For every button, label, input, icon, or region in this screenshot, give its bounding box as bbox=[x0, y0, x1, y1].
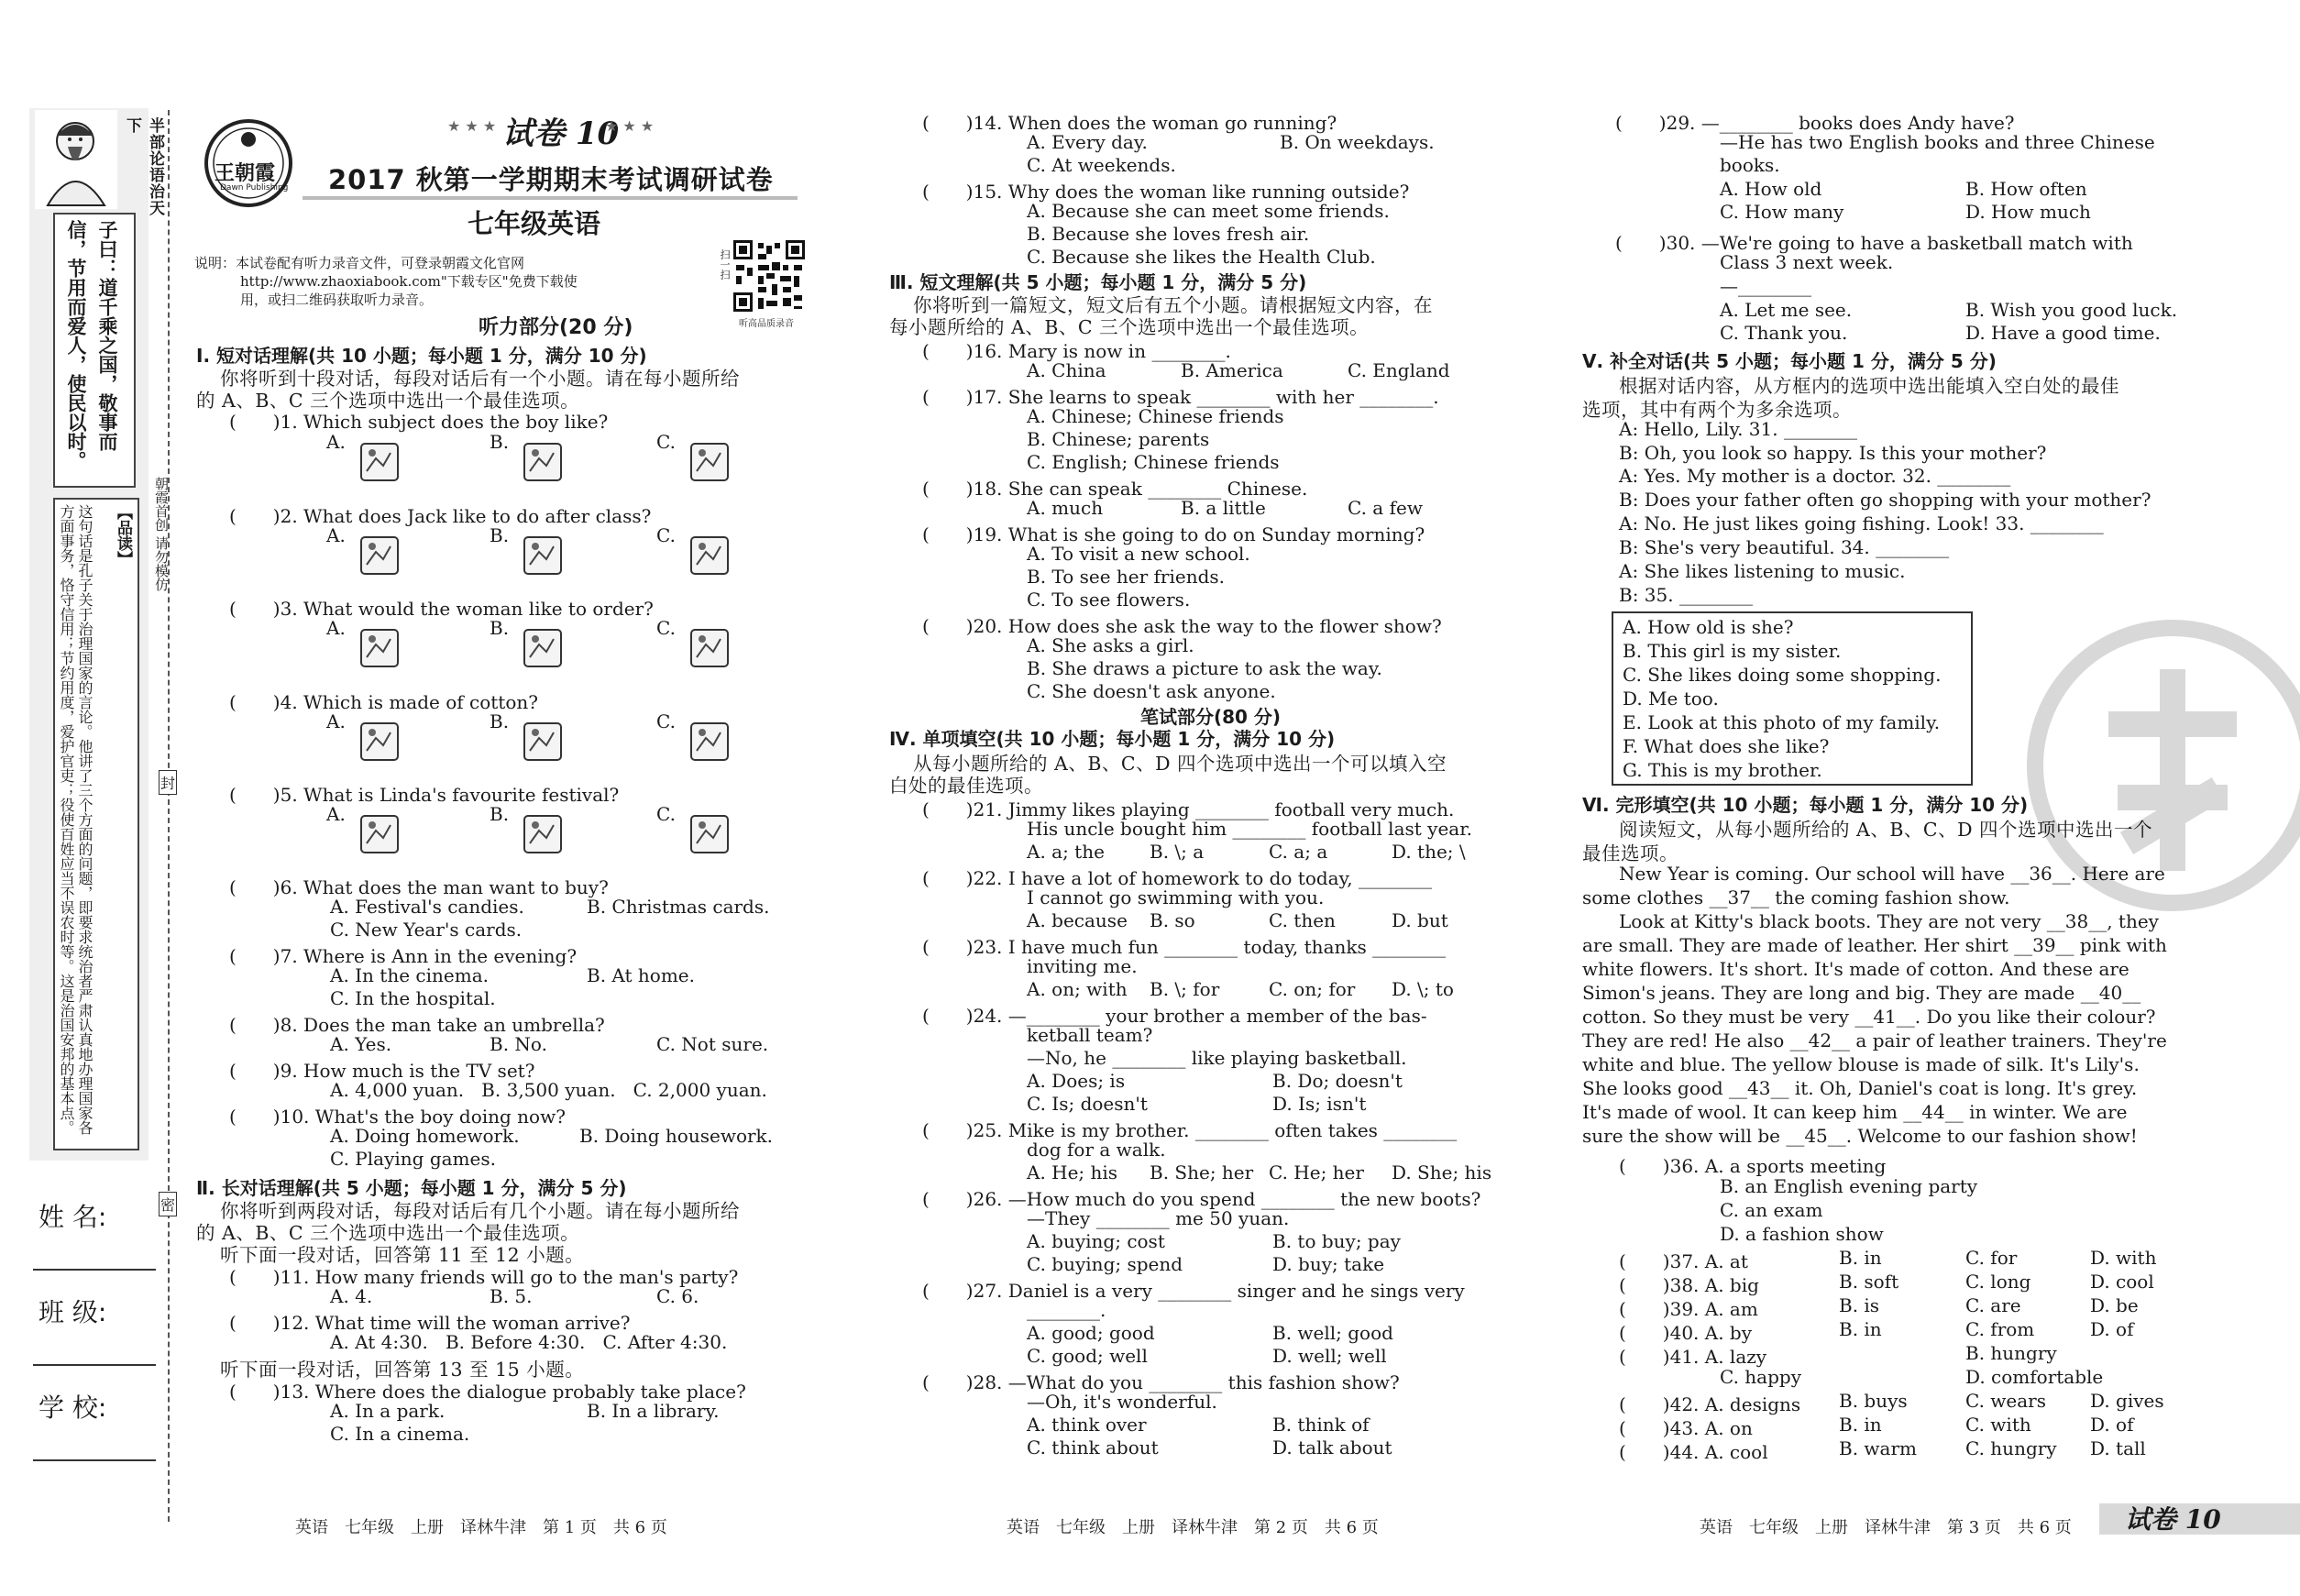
col3-line-29: E. Look at this photo of my family. bbox=[1623, 711, 1941, 733]
logo-text: 王朝霞 bbox=[215, 162, 276, 185]
col3-line-27: C. She likes doing some shopping. bbox=[1623, 664, 1942, 686]
col2-line-28: A. She asks a girl. bbox=[1027, 634, 1194, 656]
col2-line-61: dog for a walk. bbox=[1027, 1139, 1166, 1161]
col1-line-33: A. Yes. bbox=[330, 1033, 392, 1055]
painting-icon bbox=[686, 532, 733, 579]
col3-line-15: 根据对话内容，从方框内的选项中选出能填入空白处的最佳 bbox=[1619, 375, 2119, 397]
col2-line-19: ( )18. She can speak ________ Chinese. bbox=[922, 478, 1308, 500]
col2-line-76: C. good; well bbox=[1027, 1345, 1148, 1367]
col2-line-23: ( )19. What is she going to do on Sunday morning? bbox=[922, 523, 1425, 545]
col1-line-10: B. bbox=[490, 524, 510, 546]
col1-line-35: C. Not sure. bbox=[656, 1033, 769, 1055]
col3-line-30: F. What does she like? bbox=[1623, 735, 1830, 757]
col2-line-60: ( )25. Mike is my brother. ________ often takes ________ bbox=[922, 1119, 1458, 1141]
col1-line-44: 的 A、B、C 三个选项中选出一个最佳选项。 bbox=[196, 1222, 580, 1244]
col2-line-29: B. She draws a picture to ask the way. bbox=[1027, 657, 1382, 679]
col2-line-56: A. Does; is bbox=[1027, 1070, 1126, 1092]
col3-line-46: sure the show will be __45__. Welcome to our fashion show! bbox=[1582, 1125, 2138, 1147]
col2-line-74: A. good; good bbox=[1027, 1322, 1155, 1344]
col2-line-49: A. on; with bbox=[1027, 978, 1128, 1000]
col2-line-20: A. much bbox=[1027, 497, 1104, 519]
col3-line-60: B. is bbox=[1839, 1294, 1880, 1316]
col3-line-18: B: Oh, you look so happy. Is this your mother? bbox=[1619, 442, 2047, 464]
col1-line-55: B. In a library. bbox=[587, 1400, 720, 1422]
confucius-portrait bbox=[35, 110, 117, 209]
qr-code[interactable] bbox=[733, 240, 805, 312]
col2-line-55: —No, he ________ like playing basketball. bbox=[1027, 1047, 1407, 1069]
col3-line-62: D. be bbox=[2090, 1294, 2139, 1316]
watermark-seal bbox=[2017, 614, 2300, 917]
col2-line-11: ( )16. Mary is now in ________. bbox=[922, 340, 1231, 362]
col2-line-16: A. Chinese; Chinese friends bbox=[1027, 405, 1284, 427]
col2-line-38: B. \; a bbox=[1150, 841, 1205, 863]
col3-line-20: B: Does your father often go shopping with your mother? bbox=[1619, 489, 2151, 511]
col1-line-16: ( )4. Which is made of cotton? bbox=[229, 691, 538, 713]
footer-badge: 试卷 10 bbox=[2125, 1504, 2221, 1535]
test-badge: 试卷 10 bbox=[502, 116, 620, 152]
col2-line-32: Ⅳ. 单项填空(共 10 小题；每小题 1 分，满分 10 分) bbox=[889, 728, 1336, 750]
col3-line-33: 阅读短文，从每小题所给的 A、B、C、D 四个选项中选出一个 bbox=[1619, 819, 2153, 841]
col3-line-80: B. warm bbox=[1839, 1437, 1917, 1459]
col3-line-4: B. How often bbox=[1965, 178, 2087, 200]
col3-line-49: C. an exam bbox=[1720, 1199, 1823, 1221]
col3-line-25: A. How old is she? bbox=[1623, 616, 1794, 638]
col3-line-53: C. for bbox=[1965, 1247, 2018, 1269]
coffee-icon bbox=[356, 624, 403, 672]
col3-line-41: cotton. So they must be very __41__. Do you like their colour? bbox=[1582, 1006, 2156, 1028]
col3-line-9: —________ bbox=[1720, 275, 1811, 297]
col3-line-42: They are red! He also __42__ a pair of leather trainers. They're bbox=[1582, 1029, 2167, 1051]
col1-line-24: ( )6. What does the man want to buy? bbox=[229, 876, 609, 898]
col2-line-13: B. America bbox=[1181, 359, 1283, 381]
col2-line-3: C. At weekends. bbox=[1027, 154, 1176, 176]
col3-line-37: Look at Kitty's black boots. They are not very __38__, they bbox=[1619, 910, 2159, 932]
note-line-2: http://www.zhaoxiabook.com"下载专区"免费下载使 bbox=[240, 273, 578, 290]
col3-line-31: G. This is my brother. bbox=[1623, 759, 1822, 781]
col2-line-77: D. well; well bbox=[1272, 1345, 1387, 1367]
col2-line-53: ( )24. —________ your brother a member of the bas- bbox=[922, 1005, 1427, 1027]
col3-line-50: D. a fashion show bbox=[1720, 1223, 1884, 1245]
col1-line-1: Ⅰ. 短对话理解(共 10 小题；每小题 1 分，满分 10 分) bbox=[196, 345, 647, 367]
col2-line-59: D. Is; isn't bbox=[1272, 1093, 1367, 1115]
school-field[interactable] bbox=[33, 1459, 156, 1461]
footer-page-3: 英语 七年级 上册 译林牛津 第 3 页 共 6 页 bbox=[1700, 1518, 2072, 1537]
col3-line-71: ( )42. A. designs bbox=[1619, 1393, 1801, 1415]
col2-line-39: C. a; a bbox=[1269, 841, 1328, 863]
col1-line-14: B. bbox=[490, 617, 510, 639]
col3-line-21: A: No. He just likes going fishing. Look! 33. ________ bbox=[1619, 512, 2104, 534]
col2-line-0: ( )14. When does the woman go running? bbox=[922, 112, 1337, 134]
col3-line-58: D. cool bbox=[2090, 1271, 2154, 1293]
book-icon bbox=[356, 438, 403, 486]
col1-line-32: ( )8. Does the man take an umbrella? bbox=[229, 1014, 605, 1036]
binding-line bbox=[168, 110, 170, 1522]
col1-line-26: B. Christmas cards. bbox=[587, 896, 770, 918]
col2-line-67: —They ________ me 50 yuan. bbox=[1027, 1207, 1290, 1229]
col2-line-27: ( )20. How does she ask the way to the flower show? bbox=[922, 615, 1442, 637]
col3-line-44: She looks good __43__ it. Oh, Daniel's coat is long. It's grey. bbox=[1582, 1077, 2138, 1099]
col2-line-34: 白处的最佳选项。 bbox=[889, 775, 1043, 797]
col3-line-45: It's made of wool. It can keep him __44__ in winter. We are bbox=[1582, 1101, 2128, 1123]
col3-line-38: are small. They are made of leather. Her shirt __39__ pink with bbox=[1582, 934, 2167, 956]
col3-line-10: A. Let me see. bbox=[1720, 299, 1853, 321]
col3-line-61: C. are bbox=[1965, 1294, 2021, 1316]
footer-page-2: 英语 七年级 上册 译林牛津 第 2 页 共 6 页 bbox=[1007, 1518, 1379, 1537]
col1-line-0: 听力部分(20 分) bbox=[479, 316, 633, 339]
col1-line-18: B. bbox=[490, 710, 510, 732]
exam-subtitle: 七年级英语 bbox=[468, 208, 601, 239]
col3-line-35: New Year is coming. Our school will have __36__. Here are bbox=[1619, 863, 2165, 885]
col3-line-54: D. with bbox=[2090, 1247, 2157, 1269]
col3-line-55: ( )38. A. big bbox=[1619, 1274, 1759, 1296]
col2-line-79: —Oh, it's wonderful. bbox=[1027, 1391, 1217, 1413]
tshirt-icon bbox=[519, 718, 567, 765]
col1-line-27: C. New Year's cards. bbox=[330, 919, 523, 941]
col1-line-21: A. bbox=[326, 803, 346, 825]
col2-line-46: D. but bbox=[1392, 909, 1448, 931]
col2-line-7: C. Because she likes the Health Club. bbox=[1027, 246, 1376, 268]
col3-line-56: B. soft bbox=[1839, 1271, 1899, 1293]
col3-line-23: A: She likes listening to music. bbox=[1619, 560, 1906, 582]
col2-line-26: C. To see flowers. bbox=[1027, 589, 1191, 611]
clock-icon bbox=[356, 718, 403, 765]
col3-line-28: D. Me too. bbox=[1623, 688, 1719, 710]
col2-line-36: His uncle bought him ________ football last year. bbox=[1027, 818, 1472, 840]
col2-line-78: ( )28. —What do you ________ this fashion show? bbox=[922, 1371, 1400, 1393]
col1-line-47: A. 4. bbox=[330, 1285, 373, 1307]
col2-line-5: A. Because she can meet some friends. bbox=[1027, 200, 1390, 222]
col1-line-22: B. bbox=[490, 803, 510, 825]
col2-line-71: D. buy; take bbox=[1272, 1253, 1385, 1275]
note-line-1: 说明：本试卷配有听力录音文件，可登录朝霞文化官网 bbox=[194, 255, 525, 271]
english-book-icon bbox=[519, 438, 567, 486]
col3-line-26: B. This girl is my sister. bbox=[1623, 640, 1842, 662]
col3-line-75: ( )43. A. on bbox=[1619, 1417, 1753, 1439]
col2-line-54: ketball team? bbox=[1027, 1024, 1153, 1046]
col2-line-62: A. He; his bbox=[1027, 1161, 1118, 1183]
school-label: 学 校: bbox=[39, 1392, 107, 1423]
col3-line-47: ( )36. A. a sports meeting bbox=[1619, 1155, 1887, 1177]
col2-line-31: 笔试部分(80 分) bbox=[1140, 706, 1282, 728]
col1-line-28: ( )7. Where is Ann in the evening? bbox=[229, 945, 578, 967]
col1-line-20: ( )5. What is Linda's favourite festival? bbox=[229, 784, 620, 806]
exam-title: 2017 秋第一学期期末考试调研试卷 bbox=[328, 164, 774, 195]
col2-line-18: C. English; Chinese friends bbox=[1027, 451, 1280, 473]
col3-line-82: D. tall bbox=[2090, 1437, 2146, 1459]
col1-line-40: B. Doing housework. bbox=[579, 1125, 774, 1147]
name-field[interactable] bbox=[33, 1269, 156, 1271]
col2-line-58: C. Is; doesn't bbox=[1027, 1093, 1148, 1115]
col2-line-69: B. to buy; pay bbox=[1272, 1230, 1401, 1252]
col3-line-13: D. Have a good time. bbox=[1965, 322, 2161, 344]
col1-line-51: A. At 4:30. B. Before 4:30. C. After 4:30. bbox=[330, 1331, 728, 1353]
col2-line-35: ( )21. Jimmy likes playing ________ football very much. bbox=[922, 798, 1455, 820]
col3-line-65: C. from bbox=[1965, 1318, 2035, 1340]
footer-page-1: 英语 七年级 上册 译林牛津 第 1 页 共 6 页 bbox=[295, 1518, 667, 1537]
col3-line-76: B. in bbox=[1839, 1414, 1882, 1436]
col2-line-1: A. Every day. bbox=[1027, 131, 1148, 153]
col2-line-40: D. the; \ bbox=[1392, 841, 1466, 863]
col2-line-25: B. To see her friends. bbox=[1027, 566, 1226, 588]
col3-line-8: Class 3 next week. bbox=[1720, 251, 1894, 273]
dragon-boat-icon bbox=[686, 810, 733, 858]
col2-line-52: D. \; to bbox=[1392, 978, 1454, 1000]
col3-line-57: C. long bbox=[1965, 1271, 2031, 1293]
qr-side-label: 扫一扫 bbox=[719, 249, 731, 280]
col3-line-66: D. of bbox=[2090, 1318, 2134, 1340]
col1-line-17: A. bbox=[326, 710, 346, 732]
col2-line-43: A. because bbox=[1027, 909, 1128, 931]
col1-line-11: C. bbox=[656, 524, 676, 546]
badge-stars-right: ★ ★ ★ bbox=[605, 117, 655, 135]
col3-line-51: ( )37. A. at bbox=[1619, 1250, 1748, 1272]
col1-line-37: A. 4,000 yuan. B. 3,500 yuan. C. 2,000 yuan. bbox=[330, 1079, 767, 1101]
col3-line-70: D. comfortable bbox=[1965, 1366, 2104, 1388]
col3-line-40: Simon's jeans. They are long and big. They are made __40__ bbox=[1582, 982, 2141, 1004]
col3-line-67: ( )41. A. lazy bbox=[1619, 1346, 1767, 1368]
pin-label: 【品读】 bbox=[114, 504, 132, 567]
col1-line-53: ( )13. Where does the dialogue probably take place? bbox=[229, 1381, 746, 1403]
col2-line-10: 每小题所给的 A、B、C 三个选项中选出一个最佳选项。 bbox=[889, 316, 1370, 338]
col3-line-19: A: Yes. My mother is a doctor. 32. ________ bbox=[1619, 465, 2011, 487]
copyright-note: 朝霞首创 请勿模仿 bbox=[153, 477, 170, 591]
col2-line-51: C. on; for bbox=[1269, 978, 1356, 1000]
col2-line-45: C. then bbox=[1269, 909, 1336, 931]
col1-line-31: C. In the hospital. bbox=[330, 987, 496, 1009]
col1-line-23: C. bbox=[656, 803, 676, 825]
col3-line-11: B. Wish you good luck. bbox=[1965, 299, 2178, 321]
col2-line-30: C. She doesn't ask anyone. bbox=[1027, 680, 1276, 702]
col1-line-2: 你将听到十段对话，每段对话后有一个小题。请在每小题所给 bbox=[220, 368, 740, 390]
col3-line-43: white and blue. The yellow blouse is made of silk. It's Lily's. bbox=[1582, 1053, 2140, 1075]
class-field[interactable] bbox=[33, 1364, 156, 1366]
col3-line-16: 选项，其中有两个为多余选项。 bbox=[1582, 399, 1852, 421]
col2-line-41: ( )22. I have a lot of homework to do today, ________ bbox=[922, 867, 1432, 889]
col2-line-2: B. On weekdays. bbox=[1280, 131, 1435, 153]
col2-line-17: B. Chinese; parents bbox=[1027, 428, 1210, 450]
col2-line-8: Ⅲ. 短文理解(共 5 小题；每小题 1 分，满分 5 分) bbox=[889, 271, 1307, 293]
col1-line-5: A. bbox=[326, 431, 346, 453]
col1-line-45: 听下面一段对话，回答第 11 至 12 小题。 bbox=[220, 1244, 585, 1266]
pumpkin-icon bbox=[356, 810, 403, 858]
col2-line-83: D. talk about bbox=[1272, 1436, 1392, 1458]
col3-line-78: D. of bbox=[2090, 1414, 2134, 1436]
col2-line-82: C. think about bbox=[1027, 1436, 1159, 1458]
col1-line-13: A. bbox=[326, 617, 346, 639]
col2-line-57: B. Do; doesn't bbox=[1272, 1070, 1403, 1092]
col2-line-72: ( )27. Daniel is a very ________ singer and he sings very bbox=[922, 1280, 1465, 1302]
col2-line-9: 你将听到一篇短文，短文后有五个小题。请根据短文内容，在 bbox=[913, 294, 1433, 316]
col1-line-56: C. In a cinema. bbox=[330, 1423, 470, 1445]
col1-line-49: C. 6. bbox=[656, 1285, 699, 1307]
col3-line-7: ( )30. —We're going to have a basketball match with bbox=[1615, 232, 2133, 254]
col3-line-24: B: 35. ________ bbox=[1619, 584, 1753, 606]
col1-line-7: C. bbox=[656, 431, 676, 453]
col2-line-48: inviting me. bbox=[1027, 955, 1138, 977]
col1-line-43: 你将听到两段对话，每段对话后有几个小题。请在每小题所给 bbox=[220, 1200, 740, 1222]
col1-line-36: ( )9. How much is the TV set? bbox=[229, 1060, 535, 1082]
col3-line-5: C. How many bbox=[1720, 201, 1844, 223]
col2-line-63: B. She; her bbox=[1150, 1161, 1254, 1183]
series-title: 半部论语治天下 bbox=[123, 117, 164, 216]
col3-line-72: B. buys bbox=[1839, 1390, 1908, 1412]
col1-line-12: ( )3. What would the woman like to order? bbox=[229, 598, 654, 620]
col2-line-80: A. think over bbox=[1027, 1414, 1147, 1436]
col2-line-70: C. buying; spend bbox=[1027, 1253, 1183, 1275]
col2-line-37: A. a; the bbox=[1027, 841, 1105, 863]
col1-line-19: C. bbox=[656, 710, 676, 732]
col3-line-63: ( )40. A. by bbox=[1619, 1322, 1753, 1344]
col2-line-73: ________. bbox=[1027, 1299, 1106, 1321]
col2-line-22: C. a few bbox=[1348, 497, 1423, 519]
class-label: 班 级: bbox=[39, 1297, 107, 1327]
col1-line-42: Ⅱ. 长对话理解(共 5 小题；每小题 1 分，满分 5 分) bbox=[196, 1177, 627, 1199]
col1-line-15: C. bbox=[656, 617, 676, 639]
col2-line-42: I cannot go swimming with you. bbox=[1027, 886, 1325, 908]
col3-line-39: white flowers. It's short. It's made of cotton. And these are bbox=[1582, 958, 2129, 980]
col1-line-50: ( )12. What time will the woman arrive? bbox=[229, 1312, 631, 1334]
col2-line-33: 从每小题所给的 A、B、C、D 四个选项中选出一个可以填入空 bbox=[913, 753, 1447, 775]
seal-mark-2: 密 bbox=[159, 1192, 177, 1216]
col3-line-34: 最佳选项。 bbox=[1582, 842, 1678, 864]
col2-line-4: ( )15. Why does the woman like running outside? bbox=[922, 181, 1410, 203]
col2-line-12: A. China bbox=[1027, 359, 1106, 381]
milk-icon bbox=[686, 624, 733, 672]
col3-line-0: ( )29. —________ books does Andy have? bbox=[1615, 112, 2015, 134]
col3-line-59: ( )39. A. am bbox=[1619, 1298, 1758, 1320]
col1-line-38: ( )10. What's the boy doing now? bbox=[229, 1106, 566, 1128]
publisher-logo bbox=[194, 117, 303, 209]
col1-line-34: B. No. bbox=[490, 1033, 547, 1055]
col1-line-4: ( )1. Which subject does the boy like? bbox=[229, 411, 609, 433]
seal-mark: 封 bbox=[159, 770, 177, 795]
note-line-3: 用，或扫二维码获取听力录音。 bbox=[240, 292, 434, 308]
col3-line-64: B. in bbox=[1839, 1318, 1882, 1340]
options-box bbox=[1612, 611, 1973, 786]
col2-line-15: ( )17. She learns to speak ________ with her ________. bbox=[922, 386, 1439, 408]
col3-line-2: books. bbox=[1720, 154, 1780, 176]
col3-line-14: Ⅴ. 补全对话(共 5 小题；每小题 1 分，满分 5 分) bbox=[1582, 350, 1997, 372]
sidebar-quote: 子曰：道千乘之国，敬事而信，节用而爱人，使民以时。 bbox=[65, 220, 118, 470]
col1-line-29: A. In the cinema. bbox=[330, 964, 489, 986]
col3-line-74: D. gives bbox=[2090, 1390, 2164, 1412]
col1-line-46: ( )11. How many friends will go to the man's party? bbox=[229, 1266, 739, 1288]
pin-text: 这句话是孔子关于治理国家的言论。他讲了三个方面的问题，即要求统治者严肃认真地办理国家各方面事务，恪守信用；节约用度，爱护官吏；役使百姓应当不误农时等。这是治国安邦的基本点。 bbox=[58, 504, 94, 1135]
basketball-icon bbox=[356, 532, 403, 579]
col2-line-75: B. well; good bbox=[1272, 1322, 1393, 1344]
col3-line-3: A. How old bbox=[1720, 178, 1822, 200]
name-label: 姓 名: bbox=[39, 1202, 107, 1232]
col3-line-77: C. with bbox=[1965, 1414, 2031, 1436]
col3-line-68: B. hungry bbox=[1965, 1342, 2057, 1364]
col1-line-25: A. Festival's candies. bbox=[330, 896, 524, 918]
col2-line-47: ( )23. I have much fun ________ today, thanks ________ bbox=[922, 936, 1447, 958]
col3-line-6: D. How much bbox=[1965, 201, 2091, 223]
col1-line-3: 的 A、B、C 三个选项中选出一个最佳选项。 bbox=[196, 390, 580, 412]
col2-line-50: B. \; for bbox=[1150, 978, 1220, 1000]
col1-line-39: A. Doing homework. bbox=[330, 1125, 520, 1147]
col3-line-36: some clothes __37__ the coming fashion show. bbox=[1582, 886, 2010, 908]
col1-line-41: C. Playing games. bbox=[330, 1148, 496, 1170]
juice-icon bbox=[519, 624, 567, 672]
decor-band bbox=[303, 196, 798, 200]
col3-line-79: ( )44. A. cool bbox=[1619, 1441, 1768, 1463]
col3-line-69: C. happy bbox=[1720, 1366, 1802, 1388]
col2-line-14: C. England bbox=[1348, 359, 1450, 381]
col2-line-81: B. think of bbox=[1272, 1414, 1370, 1436]
col2-line-24: A. To visit a new school. bbox=[1027, 543, 1250, 565]
col1-line-8: ( )2. What does Jack like to do after class? bbox=[229, 505, 652, 527]
col2-line-6: B. Because she loves fresh air. bbox=[1027, 223, 1310, 245]
col1-line-30: B. At home. bbox=[587, 964, 695, 986]
col2-line-64: C. He; her bbox=[1269, 1161, 1364, 1183]
music-book-icon bbox=[686, 438, 733, 486]
logo-subtext: Dawn Publishing bbox=[220, 183, 289, 193]
col2-line-21: B. a little bbox=[1181, 497, 1266, 519]
col2-line-44: B. so bbox=[1150, 909, 1195, 931]
col3-line-48: B. an English evening party bbox=[1720, 1175, 1978, 1197]
col1-line-54: A. In a park. bbox=[330, 1400, 446, 1422]
col3-line-52: B. in bbox=[1839, 1247, 1882, 1269]
col3-line-12: C. Thank you. bbox=[1720, 322, 1848, 344]
col2-line-68: A. buying; cost bbox=[1027, 1230, 1165, 1252]
col1-line-6: B. bbox=[490, 431, 510, 453]
col3-line-73: C. wears bbox=[1965, 1390, 2047, 1412]
mooncake-icon bbox=[519, 810, 567, 858]
col2-line-65: D. She; his bbox=[1392, 1161, 1492, 1183]
badge-stars-left: ★ ★ ★ bbox=[447, 117, 497, 135]
col3-line-1: —He has two English books and three Chinese bbox=[1720, 131, 2155, 153]
col3-line-81: C. hungry bbox=[1965, 1437, 2057, 1459]
dancing-icon bbox=[519, 532, 567, 579]
col1-line-48: B. 5. bbox=[490, 1285, 533, 1307]
col3-line-32: Ⅵ. 完形填空(共 10 小题；每小题 1 分，满分 10 分) bbox=[1582, 794, 2029, 816]
jeans-icon bbox=[686, 718, 733, 765]
col2-line-66: ( )26. —How much do you spend ________ the new boots? bbox=[922, 1188, 1481, 1210]
col3-line-22: B: She's very beautiful. 34. ________ bbox=[1619, 536, 1950, 558]
qr-caption: 听高品质录音 bbox=[739, 319, 794, 329]
col1-line-9: A. bbox=[326, 524, 346, 546]
col3-line-17: A: Hello, Lily. 31. ________ bbox=[1619, 418, 1857, 440]
col1-line-52: 听下面一段对话，回答第 13 至 15 小题。 bbox=[220, 1359, 585, 1381]
